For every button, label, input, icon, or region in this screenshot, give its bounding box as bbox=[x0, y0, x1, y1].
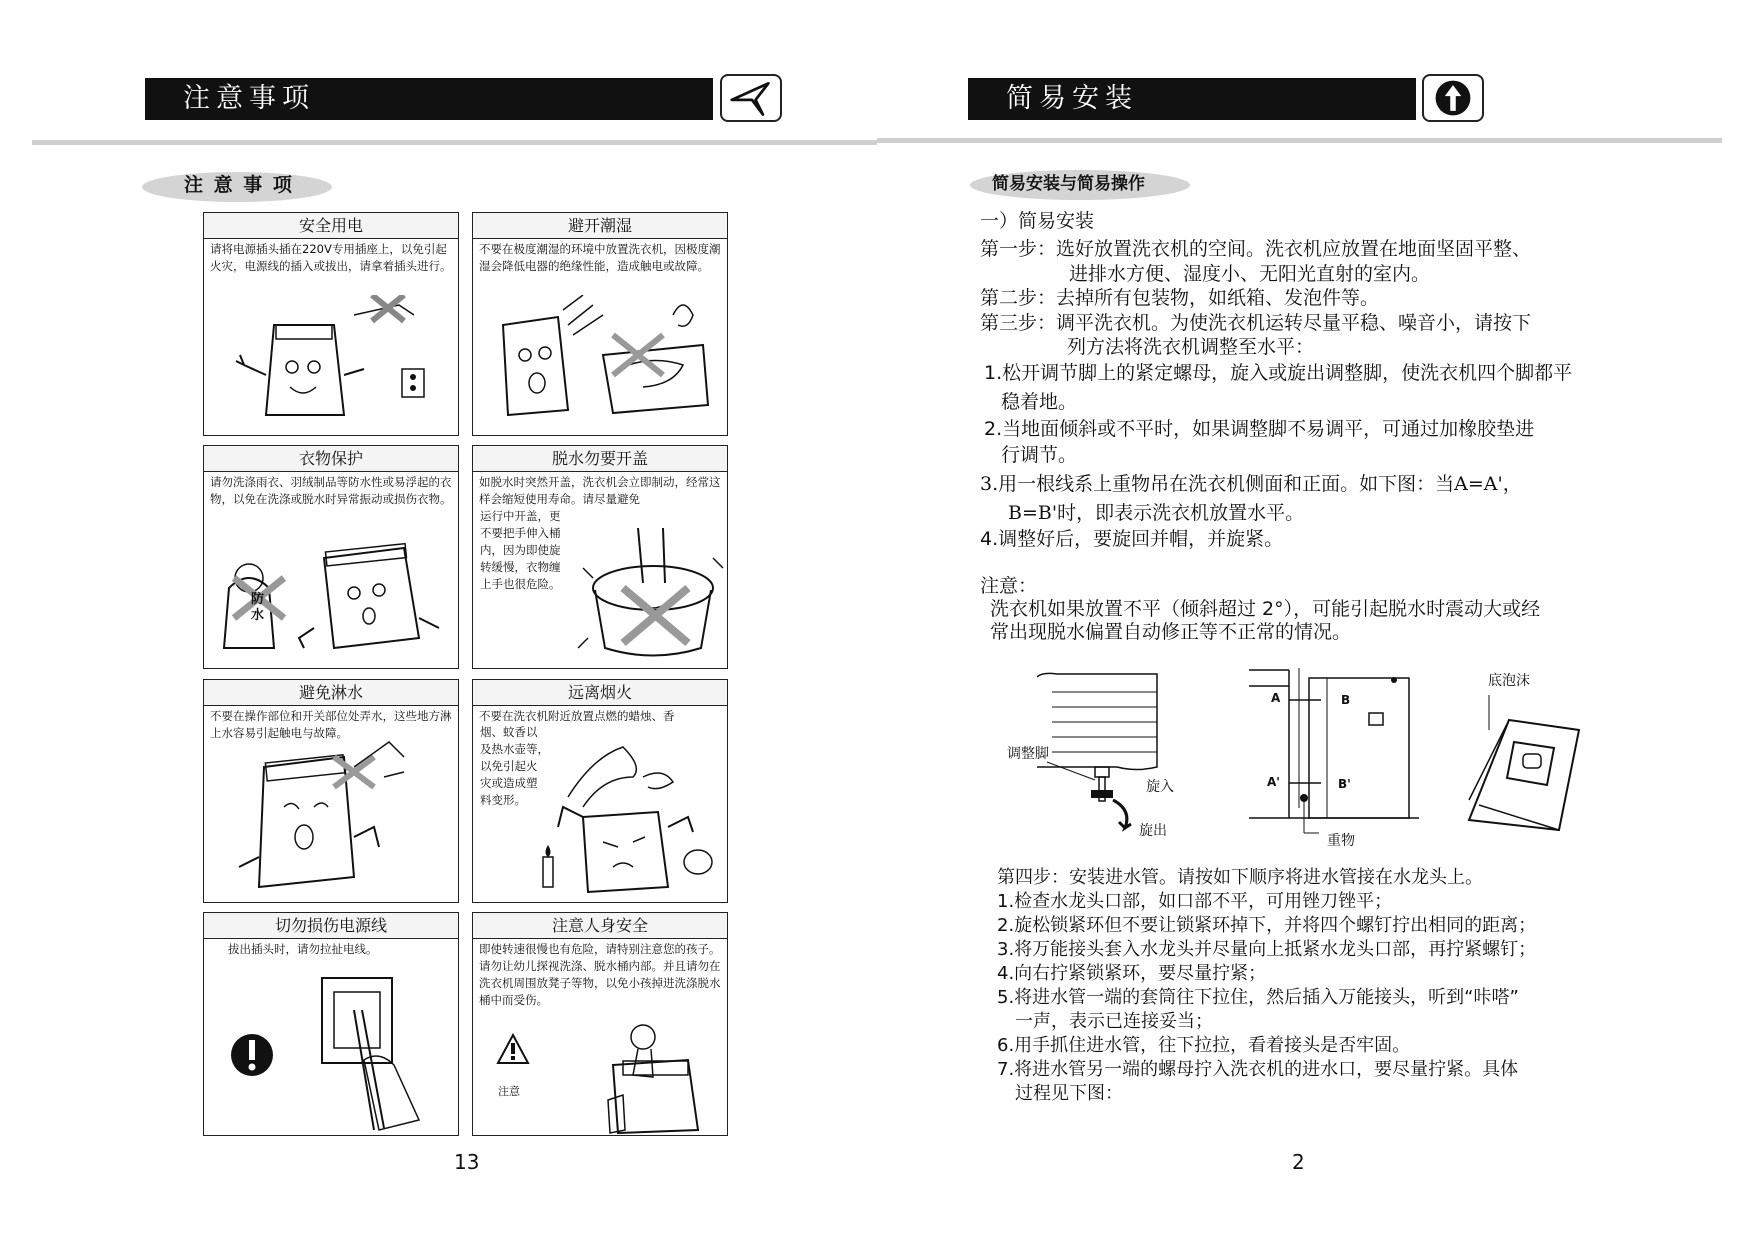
panel-text: 不要在极度潮湿的环境中放置洗衣机，因极度潮湿会降低电器的绝缘性能，造成触电或故障。 bbox=[479, 242, 721, 273]
side-line: 转缓慢，衣物缠 bbox=[480, 560, 561, 574]
panel-text: 拔出插头时，请勿拉扯电线。 bbox=[228, 942, 378, 956]
label-a: A bbox=[1271, 691, 1281, 705]
step2-line: 第二步：去掉所有包装物，如纸箱、发泡件等。 bbox=[980, 287, 1380, 309]
step1-line1: 第一步：选好放置洗衣机的空间。洗衣机应放置在地面坚固平整、 bbox=[980, 238, 1532, 260]
panel-electric-safety bbox=[203, 212, 459, 436]
label-b-prime: B' bbox=[1338, 777, 1351, 791]
washer-humidity-illustration bbox=[473, 295, 727, 435]
step4-item3: 3.将万能接头套入水龙头并尽量向上抵紧水龙头口部，再拧紧螺钉； bbox=[997, 939, 1537, 960]
level-item3-line2: B=B'时，即表示洗衣机放置水平。 bbox=[1008, 502, 1305, 524]
level-item1-line1: 1.松开调节脚上的紧定螺母，旋入或旋出调整脚，使洗衣机四个脚都平 bbox=[984, 362, 1573, 384]
left-section-title: 注 意 事 项 bbox=[184, 174, 294, 196]
level-item2-line1: 2.当地面倾斜或不平时，如果调整脚不易调平，可通过加橡胶垫进 bbox=[984, 418, 1535, 440]
note-line1: 洗衣机如果放置不平（倾斜超过 2°），可能引起脱水时震动大或经 bbox=[990, 598, 1541, 620]
washer-water-spray-illustration bbox=[204, 737, 458, 902]
step1-line2: 进排水方便、湿度小、无阳光直射的室内。 bbox=[1069, 263, 1431, 285]
right-header-bar bbox=[968, 78, 1416, 120]
note-label: 注意： bbox=[980, 575, 1038, 597]
panel-title: 安全用电 bbox=[204, 213, 458, 239]
waterproof-label: 防水 bbox=[251, 592, 265, 623]
label-a-prime: A' bbox=[1267, 775, 1280, 789]
step4-item7-line2: 过程见下图： bbox=[1015, 1083, 1123, 1104]
panel-title: 脱水勿要开盖 bbox=[473, 446, 727, 472]
screw-out-label: 旋出 bbox=[1139, 823, 1167, 839]
panel-protect-power-cord bbox=[203, 912, 459, 1136]
panel-text: 如脱水时突然开盖，洗衣机会立即制动，经常这样会缩短使用寿命。请尽量避免 bbox=[479, 475, 721, 506]
panel-text: 请勿洗涤雨衣、羽绒制品等防水性或易浮起的衣物，以免在洗涤或脱水时异常振动或损伤衣物。 bbox=[210, 475, 452, 506]
panel-avoid-water-spray bbox=[203, 679, 459, 903]
side-line: 及热水壶等， bbox=[480, 742, 549, 756]
step3-line1: 第三步：调平洗衣机。为使洗衣机运转尽量平稳、噪音小，请按下 bbox=[980, 312, 1532, 334]
caution-label: 注意 bbox=[498, 1085, 520, 1098]
panel-text: 请将电源插头插在220V专用插座上，以免引起火灾，电源线的插入或拔出，请拿着插头进行。 bbox=[210, 242, 452, 273]
level-item3-line1: 3.用一根线系上重物吊在洗衣机侧面和正面。如下图：当A=A'， bbox=[980, 473, 1522, 495]
right-header-title: 简易安装 bbox=[1006, 83, 1138, 114]
panel-text: 不要在操作部位和开关部位处弄水，这些地方淋上水容易引起触电与故障。 bbox=[210, 709, 452, 740]
weight-label: 重物 bbox=[1327, 833, 1355, 849]
panel-title: 避开潮湿 bbox=[473, 213, 727, 239]
panel-no-open-lid bbox=[472, 445, 728, 669]
level-item1-line2: 稳着地。 bbox=[1001, 391, 1078, 413]
level-item2-line2: 行调节。 bbox=[1001, 444, 1078, 466]
step4-item7-line1: 7.将进水管另一端的螺母拧入洗衣机的进水口，要尽量拧紧。具体 bbox=[997, 1059, 1519, 1080]
panel-title: 切勿损伤电源线 bbox=[204, 913, 458, 939]
panel-title: 衣物保护 bbox=[204, 446, 458, 472]
left-header-rule bbox=[32, 140, 877, 145]
foot-label: 调整脚 bbox=[1007, 746, 1049, 762]
base-foam-label: 底泡沫 bbox=[1488, 673, 1530, 689]
step4-item1: 1.检查水龙头口部，如口部不平，可用锉刀锉平； bbox=[997, 891, 1393, 912]
washer-plug-illustration bbox=[204, 295, 458, 435]
panel-avoid-humidity bbox=[472, 212, 728, 436]
panel-personal-safety bbox=[472, 912, 728, 1136]
panel-title: 远离烟火 bbox=[473, 680, 727, 706]
step4-line: 第四步：安装进水管。请按如下顺序将进水管接在水龙头上。 bbox=[997, 867, 1483, 888]
power-cord-illustration bbox=[204, 960, 458, 1135]
left-header-bar bbox=[145, 78, 713, 120]
side-line: 以免引起火 bbox=[480, 759, 538, 773]
washer-fire-illustration bbox=[473, 737, 727, 902]
step4-item4: 4.向右拧紧锁紧环，要尽量拧紧； bbox=[997, 963, 1267, 984]
back-arrow-icon bbox=[720, 74, 782, 122]
install-subheading: 一）简易安装 bbox=[980, 210, 1095, 232]
child-washer-illustration bbox=[473, 1015, 727, 1135]
left-page-number: 13 bbox=[454, 1150, 480, 1174]
waterproof-clothes-illustration bbox=[204, 538, 458, 668]
step4-item2: 2.旋松锁紧环但不要让锁紧环掉下，并将四个螺钉拧出相同的距离； bbox=[997, 915, 1537, 936]
right-page bbox=[877, 0, 1754, 1241]
side-line: 运行中开盖，更 bbox=[480, 509, 561, 523]
right-section-title: 简易安装与简易操作 bbox=[992, 174, 1145, 194]
spin-tub-hand-illustration bbox=[473, 528, 727, 668]
panel-title: 注意人身安全 bbox=[473, 913, 727, 939]
right-page-number: 2 bbox=[1292, 1150, 1305, 1174]
side-line: 内，因为即使旋 bbox=[480, 543, 561, 557]
panel-text: 不要在洗衣机附近放置点燃的蜡烛、香 bbox=[479, 709, 675, 723]
up-arrow-icon bbox=[1422, 74, 1484, 122]
panel-text: 即使转速很慢也有危险，请特别注意您的孩子。请勿让幼儿探视洗涤、脱水桶内部。并且请勿在洗衣机周围放凳子等物，以免小孩掉进洗涤脱水桶中而受伤。 bbox=[479, 942, 721, 1007]
side-line: 上手也很危险。 bbox=[480, 577, 561, 591]
side-line: 料变形。 bbox=[480, 793, 526, 807]
screw-in-label: 旋入 bbox=[1146, 779, 1174, 795]
panel-keep-away-fire bbox=[472, 679, 728, 903]
side-line: 烟、蚊香以 bbox=[480, 725, 538, 739]
step4-item5-line1: 5.将进水管一端的套筒往下拉住，然后插入万能接头，听到“咔嗒” bbox=[997, 987, 1519, 1008]
note-line2: 常出现脱水偏置自动修正等不正常的情况。 bbox=[990, 621, 1352, 643]
right-header-rule bbox=[877, 138, 1722, 143]
level-item4-line: 4.调整好后，要旋回并帽，并旋紧。 bbox=[980, 528, 1284, 550]
step4-item6: 6.用手抓住进水管，往下拉拉，看着接头是否牢固。 bbox=[997, 1035, 1411, 1056]
adjusting-foot-diagram bbox=[1037, 672, 1177, 842]
step3-line2: 列方法将洗衣机调整至水平： bbox=[1067, 336, 1315, 358]
step4-item5-line2: 一声，表示已连接妥当； bbox=[1015, 1011, 1213, 1032]
panel-clothes-protection bbox=[203, 445, 459, 669]
label-b: B bbox=[1341, 693, 1351, 707]
side-line: 不要把手伸入桶 bbox=[480, 526, 561, 540]
side-line: 灾或造成塑 bbox=[480, 776, 538, 790]
left-header-title: 注意事项 bbox=[183, 83, 315, 114]
base-foam-diagram bbox=[1459, 690, 1599, 840]
panel-title: 避免淋水 bbox=[204, 680, 458, 706]
